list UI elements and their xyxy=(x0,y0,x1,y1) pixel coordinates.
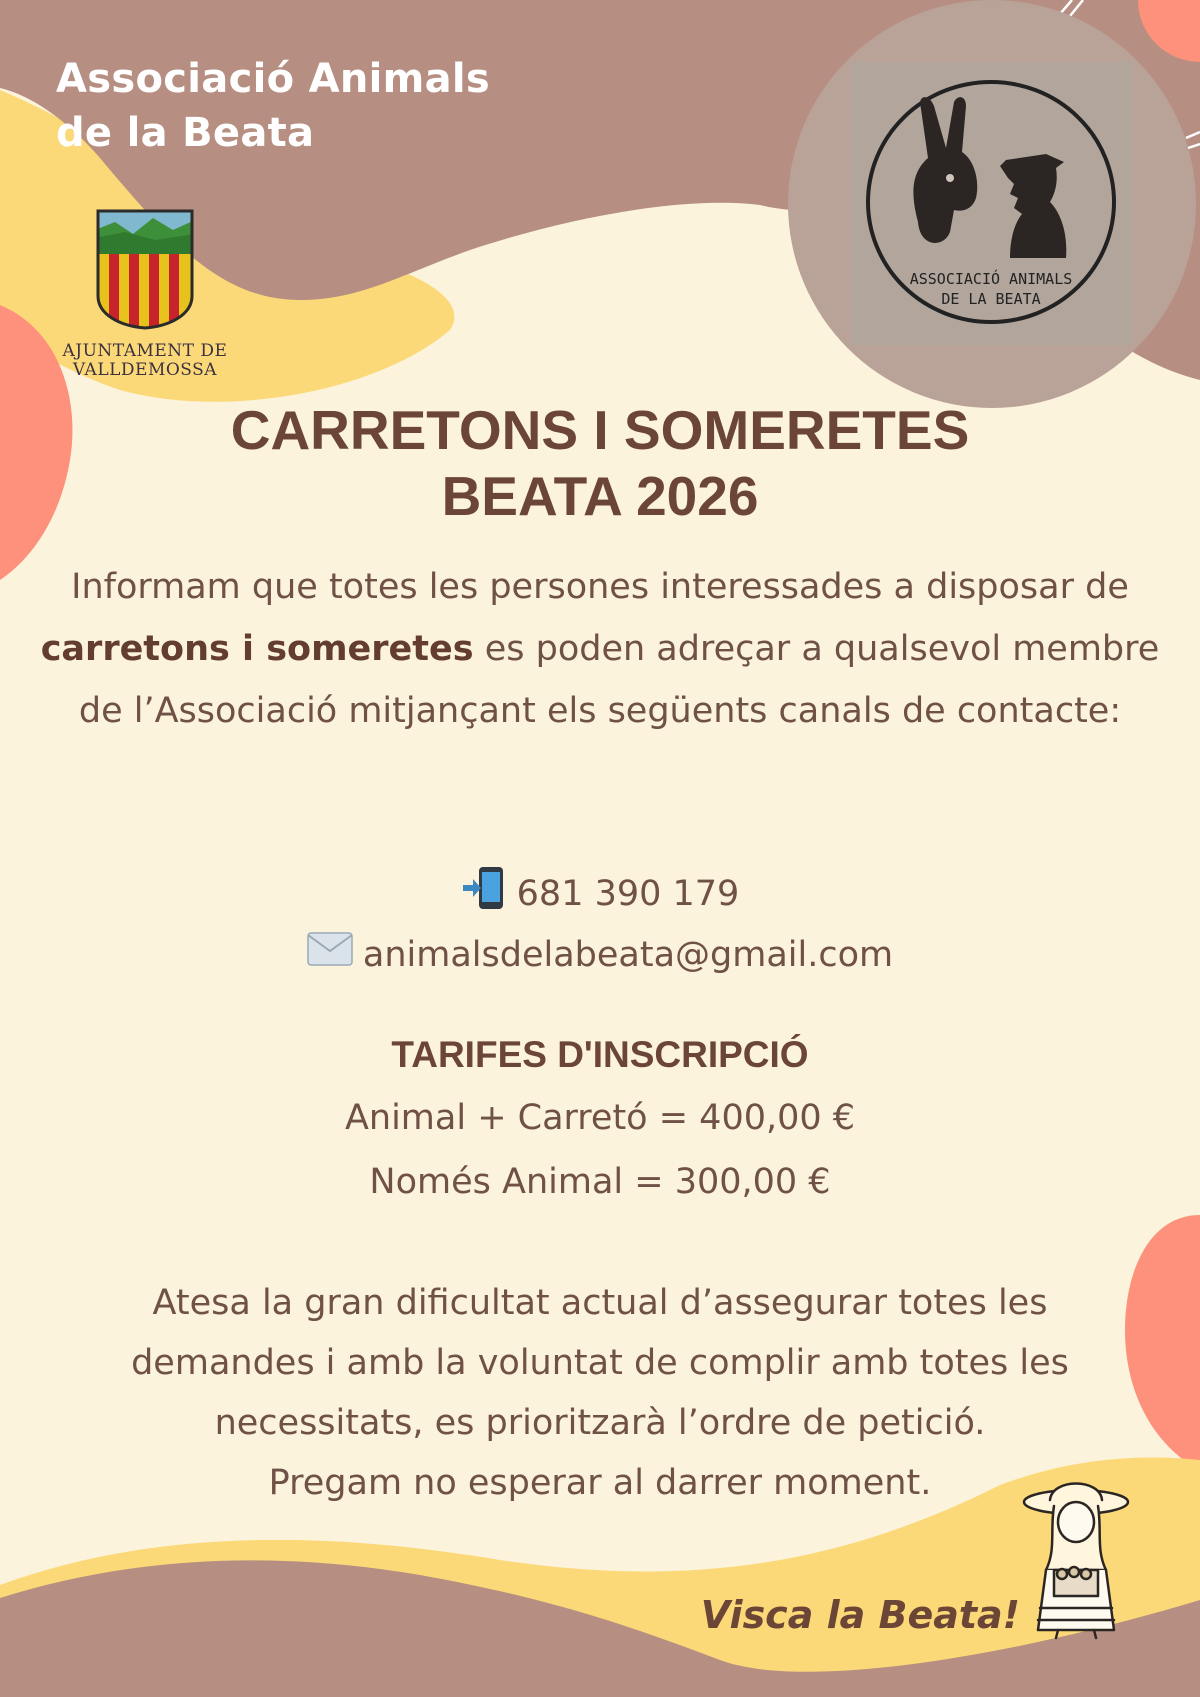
beata-figure xyxy=(1010,1470,1145,1640)
intro-text-1: Informam que totes les persones interessades a disposar de xyxy=(71,567,1129,607)
organization-name: Associació Animals de la Beata xyxy=(56,56,491,156)
fee-animal-and-cart: Animal + Carretó = 400,00 € xyxy=(344,1098,856,1138)
intro-paragraph xyxy=(40,556,1160,742)
notice-line: necessitats, es prioritzarà l’ordre de petició. xyxy=(214,1403,986,1443)
crest-label: AJUNTAMENT DE VALLDEMOSSA xyxy=(62,341,228,380)
envelope-icon xyxy=(307,931,353,981)
fee-animal-only: Només Animal = 300,00 € xyxy=(369,1162,831,1202)
fees-title: TARIFES D'INSCRIPCIÓ xyxy=(391,1034,809,1075)
contact-email xyxy=(0,930,1200,981)
municipal-crest xyxy=(60,208,230,380)
association-logo xyxy=(850,62,1133,345)
notice-line: demandes i amb la voluntat de complir amb totes les xyxy=(131,1343,1069,1383)
closing-slogan: Visca la Beata! xyxy=(700,1593,1020,1637)
notice-line: Atesa la gran dificultat actual d’assegurar totes les xyxy=(152,1283,1048,1323)
donkey-and-farmer-logo xyxy=(850,62,1133,345)
phone-number[interactable]: 681 390 179 xyxy=(516,874,740,914)
mobile-phone-arrow-icon xyxy=(461,865,507,925)
email-address[interactable]: animalsdelabeata@gmail.com xyxy=(362,935,894,975)
logo-text-line1: ASSOCIACIÓ ANIMALS xyxy=(909,270,1073,288)
intro-text-2: es poden adreçar a qualsevol membre de l’Associació mitjançant els següents canals de contacte: xyxy=(78,629,1160,731)
beata-illustration-icon xyxy=(1010,1470,1145,1640)
page-title: CARRETONS I SOMERETES BEATA 2026 xyxy=(230,399,970,527)
notice-paragraph xyxy=(60,1273,1140,1513)
intro-highlight: carretons i someretes xyxy=(40,629,474,669)
valldemossa-crest-icon xyxy=(95,208,195,330)
contact-phone xyxy=(0,865,1200,925)
notice-line: Pregam no esperar al darrer moment. xyxy=(268,1463,932,1503)
logo-text-line2: DE LA BEATA xyxy=(941,290,1041,308)
